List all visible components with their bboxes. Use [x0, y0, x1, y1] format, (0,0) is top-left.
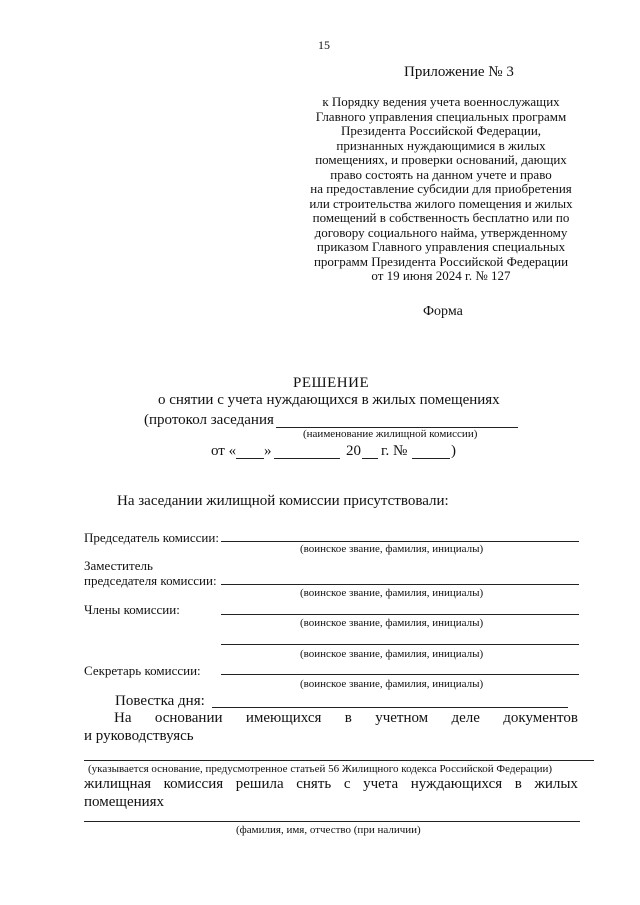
resolution-line-2: помещениях — [84, 794, 165, 810]
deputy-label-2: председателя комиссии: — [84, 573, 217, 588]
secretary-hint: (воинское звание, фамилия, инициалы) — [300, 678, 484, 690]
attendance-intro: На заседании жилищной комиссии присутствовали: — [117, 493, 449, 509]
members-label: Члены комиссии: — [84, 602, 180, 617]
resolution-word: нуждающихся — [410, 776, 503, 792]
agenda-label: Повестка дня: — [115, 693, 205, 709]
decision-subtitle: о снятии с учета нуждающихся в жилых помещениях — [158, 392, 500, 408]
appendix-reference — [296, 95, 586, 284]
appendix-line: помещениях, и проверки оснований, дающих — [315, 152, 567, 167]
basis-word: учетном — [375, 710, 429, 726]
basis-word: На — [114, 710, 132, 726]
appendix-line: признанных нуждающимися в жилых — [336, 137, 546, 153]
resolution-word: комиссия — [163, 776, 224, 792]
resolution-word: снять — [296, 776, 332, 792]
member-line-1[interactable] — [221, 614, 579, 615]
protocol-number-line[interactable] — [412, 458, 450, 459]
secretary-label: Секретарь комиссии: — [84, 663, 201, 678]
resolution-word: жилых — [534, 776, 578, 792]
date-from: от « — [211, 443, 237, 459]
agenda-line[interactable] — [212, 707, 568, 708]
deputy-hint: (воинское звание, фамилия, инициалы) — [300, 587, 484, 599]
resolution-word: жилищная — [84, 776, 152, 792]
appendix-line: от 19 июня 2024 г. № 127 — [371, 268, 511, 283]
member-hint-1: (воинское звание, фамилия, инициалы) — [300, 617, 484, 629]
basis-line-1 — [114, 710, 578, 727]
date-close: ) — [451, 443, 456, 459]
appendix-title: Приложение № 3 — [404, 64, 514, 80]
appendix-line: право состоять на данном учете и право — [330, 166, 552, 182]
chairman-hint: (воинское звание, фамилия, инициалы) — [300, 543, 484, 555]
basis-word: документов — [503, 710, 578, 726]
appendix-line: приказом Главного управления специальных — [316, 239, 566, 254]
chairman-label: Председатель комиссии: — [84, 530, 219, 545]
form-label: Форма — [423, 304, 463, 319]
date-month-line[interactable] — [274, 458, 340, 459]
resolution-word: учета — [363, 776, 399, 792]
chairman-line[interactable] — [221, 541, 579, 542]
appendix-line: на предоставление субсидии для приобретения — [310, 181, 572, 196]
appendix-line: Главного управления специальных программ — [315, 108, 567, 124]
member-hint-2: (воинское звание, фамилия, инициалы) — [300, 648, 484, 660]
basis-line-2: и руководствуясь — [84, 728, 194, 744]
basis-hint: (указывается основание, предусмотренное статьей 56 Жилищного кодекса Российской Федерации) — [88, 763, 553, 775]
date-quote-close: » — [264, 443, 272, 459]
appendix-line: помещений в собственность бесплатно или по — [312, 210, 570, 225]
secretary-line[interactable] — [221, 674, 579, 675]
appendix-line: Президента Российской Федерации, — [340, 123, 542, 138]
member-line-2[interactable] — [221, 644, 579, 645]
appendix-line: или строительства жилого помещения и жилых — [309, 195, 573, 211]
appendix-line: договору социального найма, утвержденному — [314, 224, 568, 240]
date-year-line[interactable] — [362, 458, 378, 459]
decision-title: РЕШЕНИЕ — [293, 375, 370, 391]
appendix-line: к Порядку ведения учета военнослужащих — [322, 94, 560, 109]
resolution-word: с — [343, 776, 351, 792]
full-name-line[interactable] — [84, 821, 580, 822]
deputy-label-1: Заместитель — [84, 558, 153, 573]
basis-word: основании — [154, 710, 223, 726]
resolution-word: в — [514, 776, 522, 792]
date-year: 20 — [346, 443, 361, 459]
date-day-line[interactable] — [236, 458, 264, 459]
full-name-hint: (фамилия, имя, отчество (при наличии) — [236, 824, 421, 836]
date-year-suffix: г. № — [381, 443, 408, 459]
appendix-line: программ Президента Российской Федерации — [313, 253, 569, 269]
protocol-label: (протокол заседания — [144, 412, 274, 428]
resolution-word: решила — [235, 776, 284, 792]
basis-word: деле — [451, 710, 480, 726]
deputy-line[interactable] — [221, 584, 579, 585]
resolution-line-1 — [84, 776, 578, 793]
page-number: 15 — [318, 38, 330, 52]
commission-name-hint: (наименование жилищной комиссии) — [303, 428, 478, 440]
basis-line[interactable] — [84, 760, 594, 761]
basis-word: в — [344, 710, 352, 726]
basis-word: имеющихся — [245, 710, 322, 726]
